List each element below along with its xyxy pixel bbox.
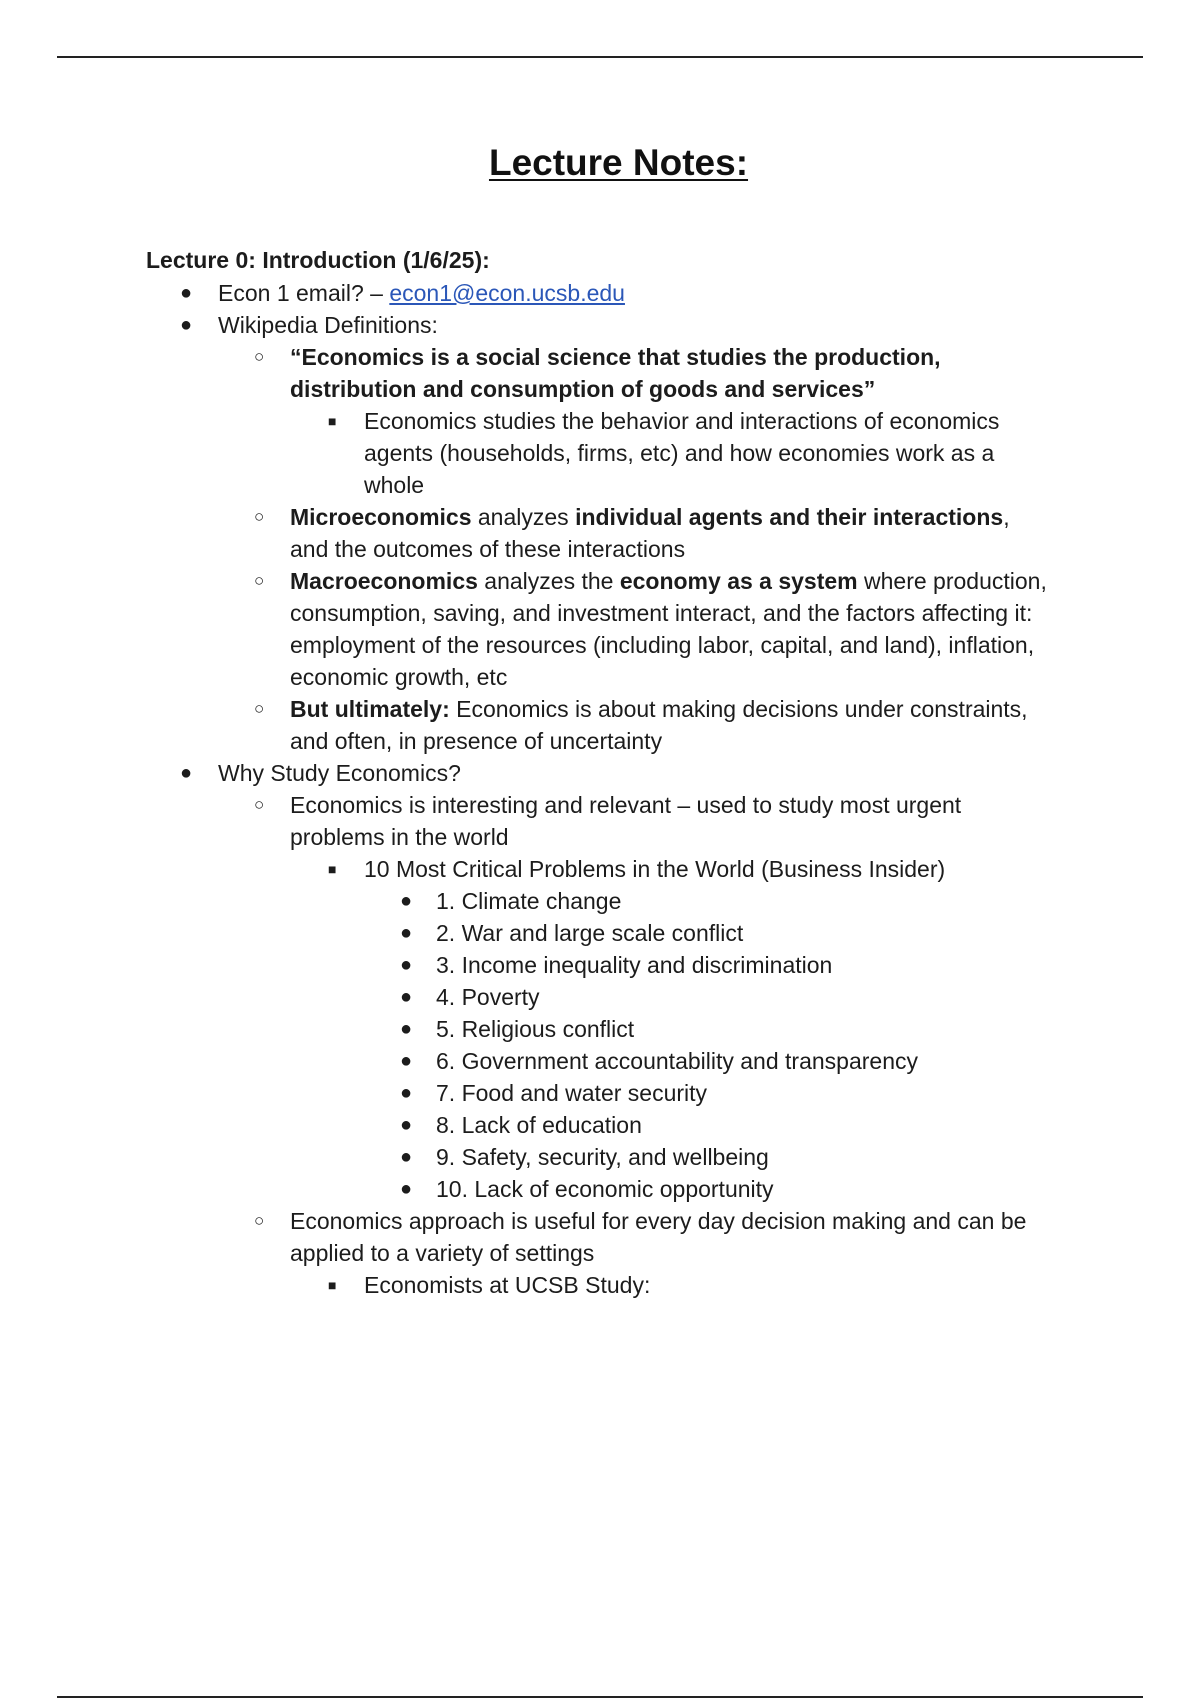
problem-text: 7. Food and water security: [436, 1080, 708, 1106]
approach-line-2: applied to a variety of settings: [290, 1240, 595, 1266]
problem-text: 8. Lack of education: [436, 1112, 642, 1138]
disc-bullet-icon: ●: [400, 890, 413, 912]
lecture-heading: Lecture 0: Introduction (1/6/25):: [146, 247, 490, 273]
list-item-approach: [254, 1205, 1026, 1237]
list-item: [400, 1141, 769, 1173]
list-item: [400, 1109, 642, 1141]
disc-bullet-icon: ●: [400, 986, 413, 1008]
behavior-line-1: Economics studies the behavior and interactions of economics: [364, 408, 1000, 434]
page-title: Lecture Notes:: [488, 142, 749, 183]
quote-line-1: “Economics is a social science that studies the production,: [290, 344, 941, 370]
problem-text: 9. Safety, security, and wellbeing: [436, 1144, 769, 1170]
problem-text: 10. Lack of economic opportunity: [436, 1176, 774, 1202]
email-label: Econ 1 email? –: [218, 280, 390, 306]
problem-text: 2. War and large scale conflict: [436, 920, 744, 946]
circle-bullet-icon: ○: [254, 1211, 265, 1230]
disc-bullet-icon: ●: [400, 954, 413, 976]
micro-term: Microeconomics: [290, 504, 472, 530]
list-item: [400, 1173, 774, 1205]
list-item-microeconomics: [254, 501, 1010, 533]
list-item: [400, 981, 540, 1013]
list-item-macroeconomics: [254, 565, 1047, 597]
behavior-line-2: agents (households, firms, etc) and how economies work as a: [364, 440, 995, 466]
circle-bullet-icon: ○: [254, 795, 265, 814]
disc-bullet-icon: ●: [400, 1018, 413, 1040]
circle-bullet-icon: ○: [254, 699, 265, 718]
square-bullet-icon: ■: [328, 861, 337, 877]
behavior-line-3: whole: [364, 472, 425, 498]
list-item: [400, 949, 832, 981]
list-item: [400, 1077, 707, 1109]
list-item-ultimately: [254, 693, 1028, 725]
problem-text: 1. Climate change: [436, 888, 622, 914]
list-item: [400, 1013, 634, 1045]
list-item-interesting: [254, 789, 961, 821]
ultimately-text: Economics is about making decisions under constraints,: [449, 696, 1028, 722]
interesting-line-1: Economics is interesting and relevant – used to study most urgent: [290, 792, 962, 818]
problem-text: 5. Religious conflict: [436, 1016, 635, 1042]
ucsb-economists-label: Economists at UCSB Study:: [364, 1272, 651, 1298]
disc-bullet-icon: ●: [400, 1146, 413, 1168]
problem-text: 4. Poverty: [436, 984, 540, 1010]
problem-text: 3. Income inequality and discrimination: [436, 952, 833, 978]
micro-line-2: and the outcomes of these interactions: [290, 536, 686, 562]
ultimately-line-2: and often, in presence of uncertainty: [290, 728, 663, 754]
macro-line-4: economic growth, etc: [290, 664, 508, 690]
why-study-label: Why Study Economics?: [218, 760, 461, 786]
list-item: [400, 917, 743, 949]
square-bullet-icon: ■: [328, 1277, 337, 1293]
macro-line-2: consumption, saving, and investment interact, and the factors affecting it:: [290, 600, 1033, 626]
ultimately-term: But ultimately:: [290, 696, 450, 722]
list-item-ucsb-economists: [328, 1269, 650, 1301]
list-item-wikipedia: [180, 309, 438, 341]
disc-bullet-icon: ●: [400, 1114, 413, 1136]
disc-bullet-icon: ●: [400, 1050, 413, 1072]
disc-bullet-icon: ●: [400, 922, 413, 944]
wikipedia-label: Wikipedia Definitions:: [218, 312, 438, 338]
macro-text-2: where production,: [857, 568, 1047, 594]
problem-text: 6. Government accountability and transparency: [436, 1048, 918, 1074]
top-rule: [57, 56, 1143, 58]
macro-term: Macroeconomics: [290, 568, 478, 594]
list-item-email: [180, 277, 625, 309]
list-item-quote: [254, 341, 941, 373]
micro-text-1: analyzes: [471, 504, 576, 530]
macro-line-3: employment of the resources (including labor, capital, and land), inflation,: [290, 632, 1035, 658]
list-item: [400, 1045, 918, 1077]
disc-bullet-icon: ●: [400, 1082, 413, 1104]
disc-bullet-icon: ●: [180, 314, 193, 336]
list-item: [400, 885, 621, 917]
disc-bullet-icon: ●: [180, 282, 193, 304]
interesting-line-2: problems in the world: [290, 824, 509, 850]
micro-text-2: ,: [1003, 504, 1010, 530]
micro-emphasis: individual agents and their interactions: [575, 504, 1004, 530]
square-bullet-icon: ■: [328, 413, 337, 429]
disc-bullet-icon: ●: [180, 762, 193, 784]
critical-problems-label: 10 Most Critical Problems in the World (Business Insider): [364, 856, 946, 882]
macro-emphasis: economy as a system: [619, 568, 858, 594]
disc-bullet-icon: ●: [400, 1178, 413, 1200]
circle-bullet-icon: ○: [254, 571, 265, 590]
list-item-critical-problems: [328, 853, 945, 885]
list-item-why-study: [180, 757, 461, 789]
email-link[interactable]: econ1@econ.ucsb.edu: [389, 280, 625, 306]
approach-line-1: Economics approach is useful for every day decision making and can be: [290, 1208, 1027, 1234]
quote-line-2: distribution and consumption of goods and services”: [290, 376, 876, 402]
circle-bullet-icon: ○: [254, 347, 265, 366]
bottom-rule: [57, 1696, 1143, 1698]
list-item-behavior: [328, 405, 999, 437]
macro-text-1: analyzes the: [477, 568, 620, 594]
circle-bullet-icon: ○: [254, 507, 265, 526]
